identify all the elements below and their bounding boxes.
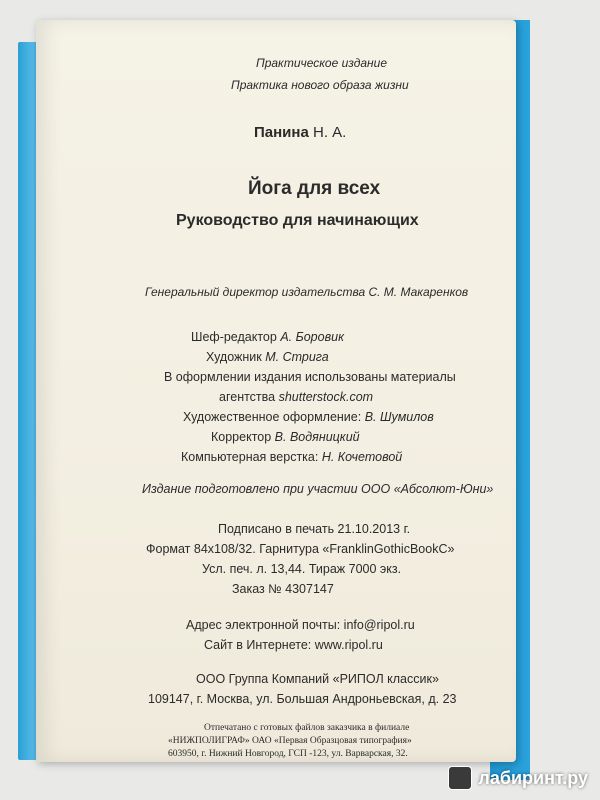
- credit-layout: Компьютерная верстка: Н. Кочетовой: [181, 450, 403, 464]
- print-format: Формат 84x108/32. Гарнитура «FranklinGothicBookC»: [146, 542, 455, 556]
- credit-materials: В оформлении издания использованы материалы: [164, 370, 456, 384]
- publisher-name: ООО Группа Компаний «РИПОЛ классик»: [196, 672, 439, 686]
- publisher-address: 109147, г. Москва, ул. Большая Андроньевская, д. 23: [148, 692, 457, 706]
- print-sheets: Усл. печ. л. 13,44. Тираж 7000 экз.: [202, 562, 402, 576]
- series-line-2: Практика нового образа жизни: [231, 78, 409, 92]
- print-signed: Подписано в печать 21.10.2013 г.: [218, 522, 411, 536]
- watermark-text: лабиринт.ру: [478, 767, 588, 788]
- author-surname: Панина: [254, 124, 309, 141]
- print-order: Заказ № 4307147: [232, 582, 334, 596]
- printer-line-3: 603950, г. Нижний Новгород, ГСП -123, ул. Варварская, 32.: [168, 749, 408, 759]
- credit-proofreader: Корректор В. Водяницкий: [211, 430, 360, 444]
- book-page: [36, 20, 516, 762]
- labirint-logo-icon: [448, 766, 472, 790]
- credit-artist: Художник М. Стрига: [206, 350, 329, 364]
- printer-line-1: Отпечатано с готовых файлов заказчика в филиале: [204, 723, 410, 733]
- credit-chief-editor: Шеф-редактор А. Боровик: [191, 330, 344, 344]
- director-name: С. М. Макаренков: [368, 285, 469, 299]
- director-line: [145, 285, 468, 299]
- credit-design: Художественное оформление: В. Шумилов: [183, 410, 434, 424]
- director-label: Генеральный директор издательства: [145, 285, 366, 299]
- author-initials: Н. А.: [312, 124, 347, 141]
- prepared-note: Издание подготовлено при участии ООО «Абсолют-Юни»: [142, 482, 494, 496]
- author: [254, 124, 346, 141]
- series-line-1: Практическое издание: [256, 56, 387, 70]
- book-subtitle: Руководство для начинающих: [176, 212, 419, 229]
- printer-line-2: «НИЖПОЛИГРАФ» ОАО «Первая Образцовая типография»: [168, 736, 412, 746]
- credit-agency: агентства shutterstock.com: [219, 390, 374, 404]
- contact-email: Адрес электронной почты: info@ripol.ru: [186, 618, 415, 632]
- contact-website: Сайт в Интернете: www.ripol.ru: [204, 638, 383, 652]
- labirint-watermark: [448, 766, 588, 790]
- book-title: Йога для всех: [248, 178, 381, 199]
